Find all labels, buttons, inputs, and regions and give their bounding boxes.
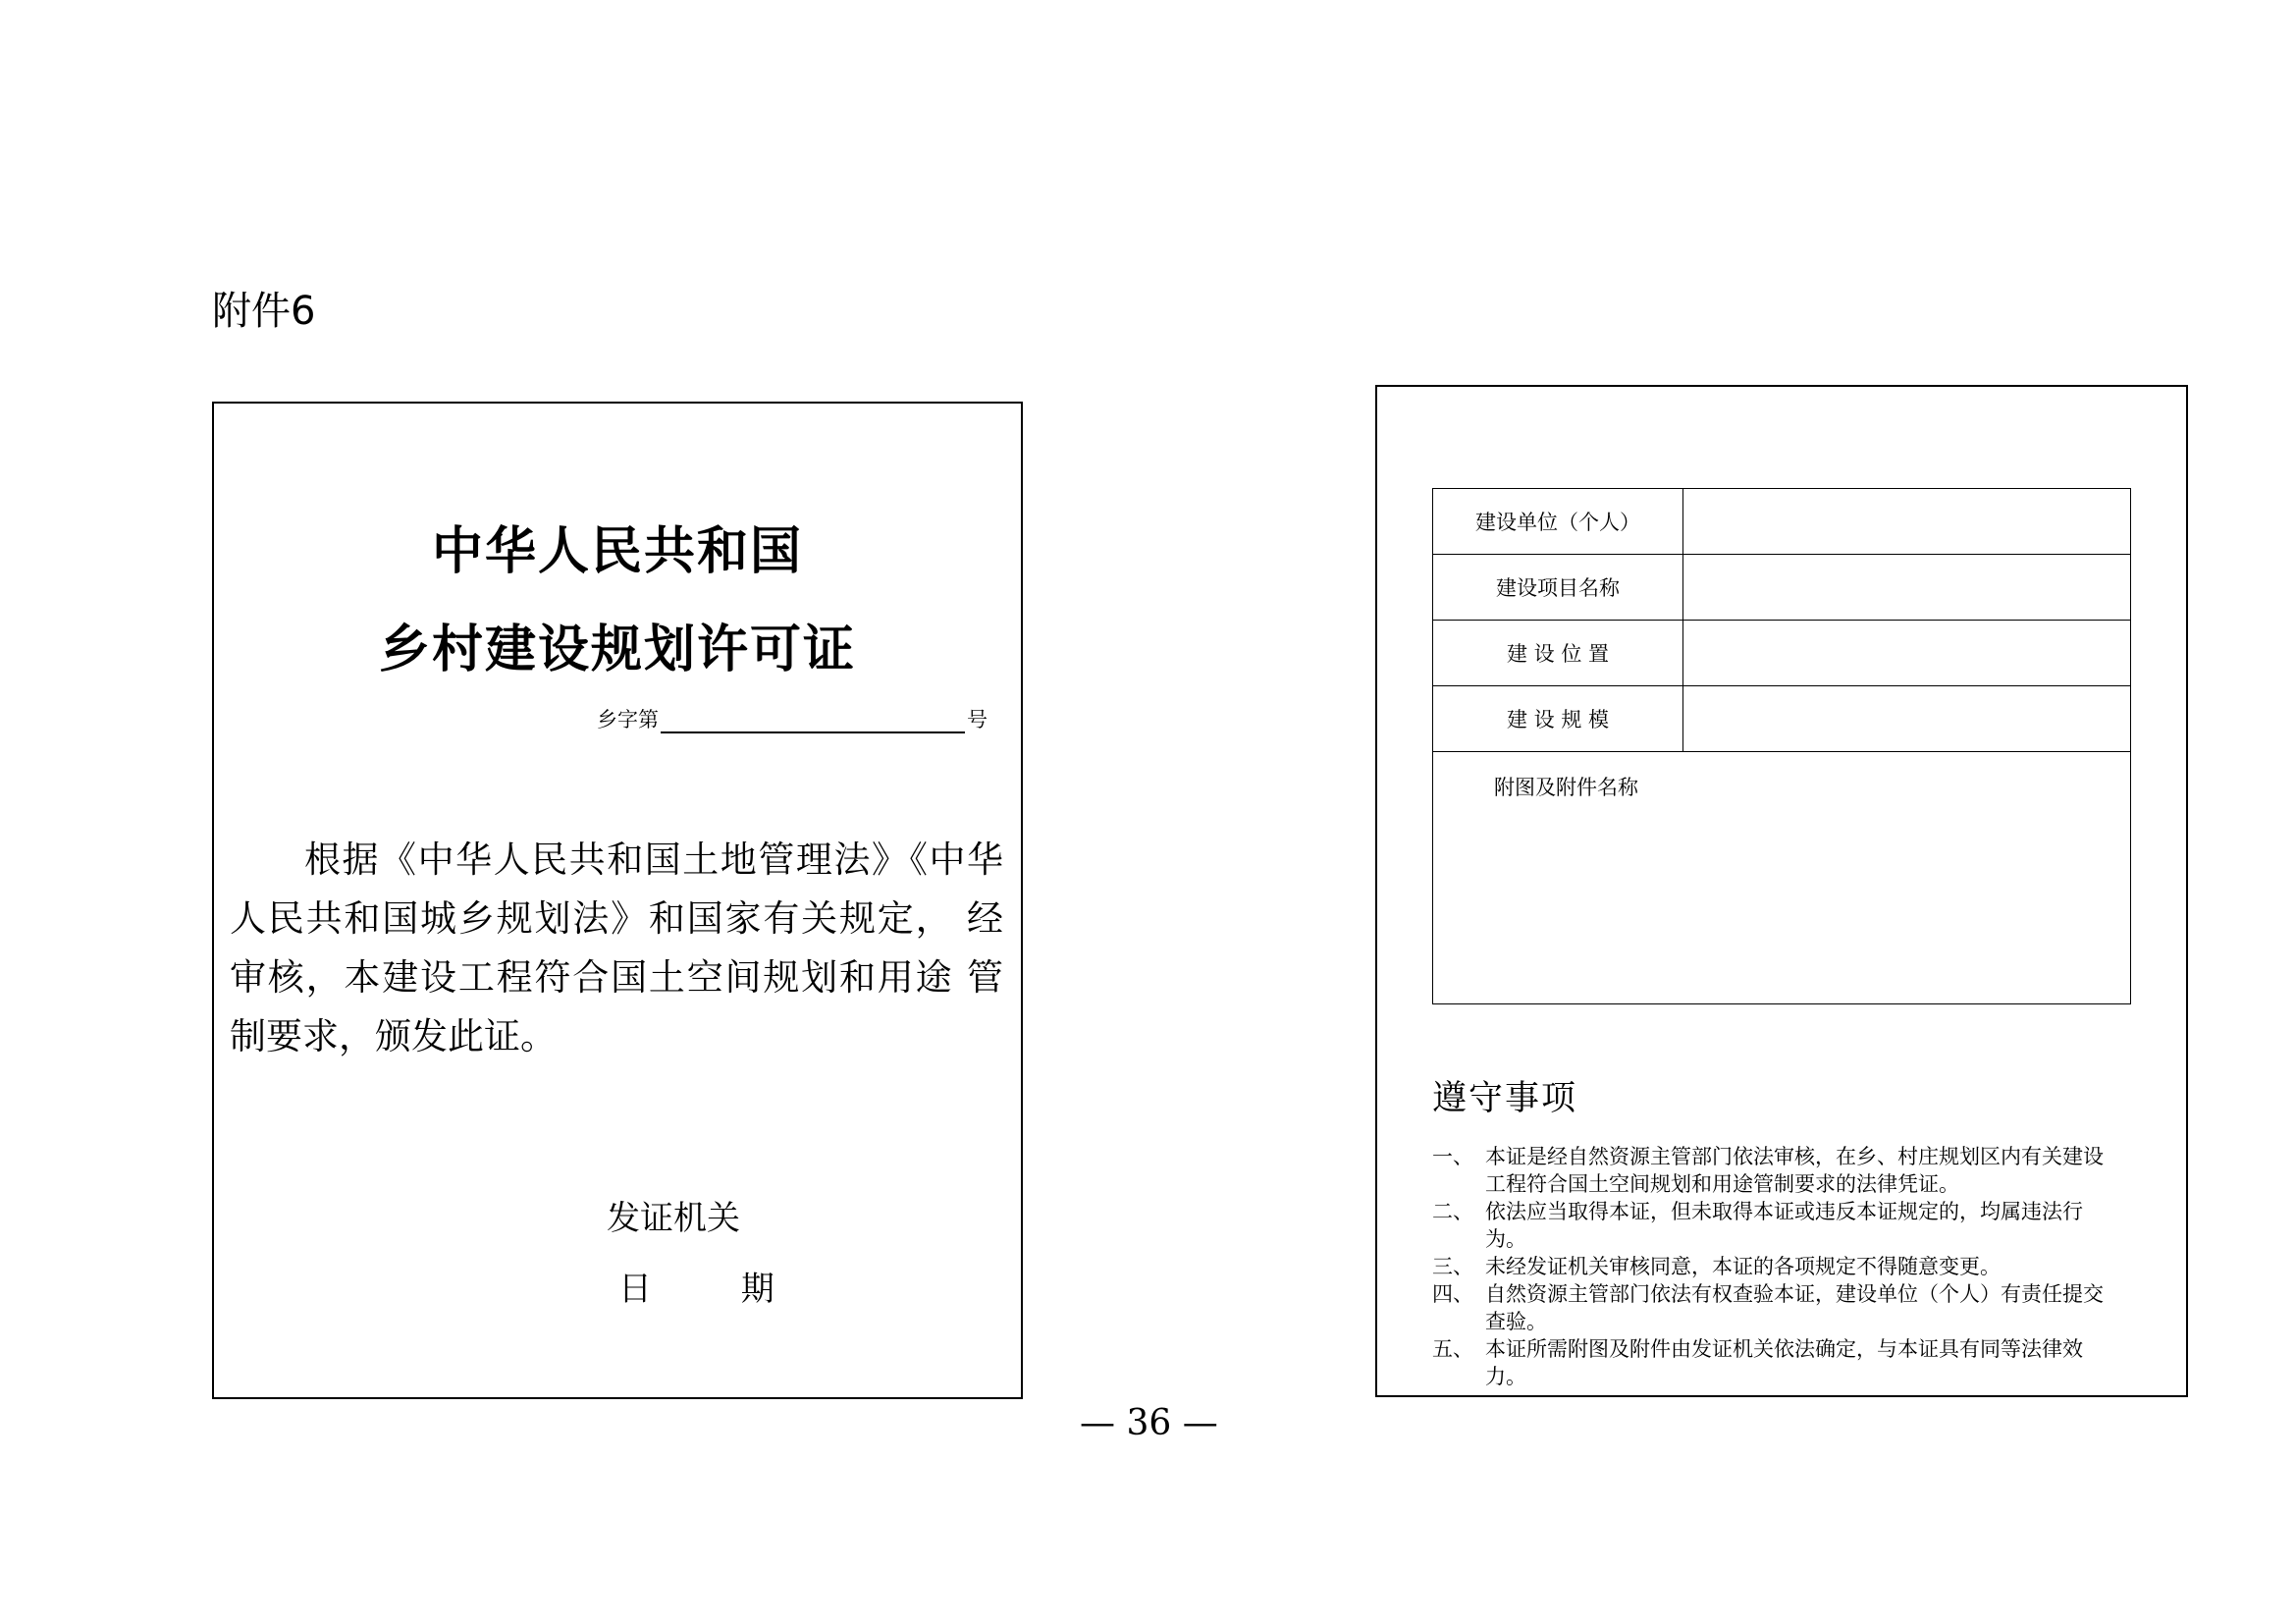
row-label-location: 建 设 位 置: [1433, 621, 1683, 686]
row-label-scale: 建 设 规 模: [1433, 686, 1683, 752]
list-item: [1432, 1143, 2119, 1198]
page-number: — 36 —: [1080, 1403, 1218, 1443]
list-item: [1432, 1280, 2119, 1335]
row-label-project-name: 建设项目名称: [1433, 555, 1683, 621]
list-item: [1432, 1335, 2119, 1390]
note-number: 一、: [1432, 1145, 1473, 1168]
list-item: [1432, 1253, 2119, 1280]
table-row: [1433, 489, 2131, 555]
row-value-location: [1683, 621, 2131, 686]
table-row-attachments: [1433, 752, 2131, 1004]
note-number: 四、: [1432, 1282, 1473, 1306]
table-row: [1433, 686, 2131, 752]
table-row: [1433, 621, 2131, 686]
serial-number-line: [597, 706, 988, 733]
row-value-builder: [1683, 489, 2131, 555]
permit-title-line1: 中华人民共和国: [431, 521, 803, 581]
permit-cover-panel: [212, 402, 1023, 1399]
permit-details-panel: [1375, 385, 2188, 1397]
note-text: 未经发证机关审核同意，本证的各项规定不得随意变更。: [1485, 1255, 2001, 1278]
row-label-builder: 建设单位（个人）: [1433, 489, 1683, 555]
note-number: 三、: [1432, 1255, 1473, 1278]
note-text: 本证所需附图及附件由发证机关依法确定，与本证具有同等法律效力。: [1485, 1337, 2083, 1388]
serial-suffix: 号: [967, 708, 988, 731]
notes-heading: 遵守事项: [1432, 1079, 1578, 1118]
serial-prefix: 乡字第: [597, 708, 659, 731]
list-item: [1432, 1198, 2119, 1253]
issuer-label: 发证机关: [607, 1199, 740, 1238]
permit-title-line2: 乡村建设规划许可证: [378, 620, 856, 679]
note-text: 自然资源主管部门依法有权查验本证，建设单位（个人）有责任提交查验。: [1485, 1282, 2104, 1333]
row-value-scale: [1683, 686, 2131, 752]
notes-list: [1432, 1143, 2119, 1390]
attachment-label: 附件6: [212, 289, 316, 334]
row-value-project-name: [1683, 555, 2131, 621]
permit-body-text: 根据《中华人民共和国土地管理法》《中华人民共和国城乡规划法》和国家有关规定， 经审核，本建设工程符合国土空间规划和用途 管制要求，颁发此证。: [230, 839, 1003, 1057]
note-text: 依法应当取得本证，但未取得本证或违反本证规定的，均属违法行为。: [1485, 1200, 2083, 1251]
note-number: 二、: [1432, 1200, 1473, 1223]
table-row: [1433, 555, 2131, 621]
permit-info-table: [1432, 488, 2131, 1004]
note-text: 本证是经自然资源主管部门依法审核，在乡、村庄规划区内有关建设工程符合国土空间规划和用途管制要求的法律凭证。: [1485, 1145, 2104, 1196]
note-number: 五、: [1432, 1337, 1473, 1361]
serial-blank: [661, 710, 965, 733]
attachments-label: 附图及附件名称: [1433, 752, 2131, 1004]
date-label: 日 期: [618, 1270, 814, 1309]
